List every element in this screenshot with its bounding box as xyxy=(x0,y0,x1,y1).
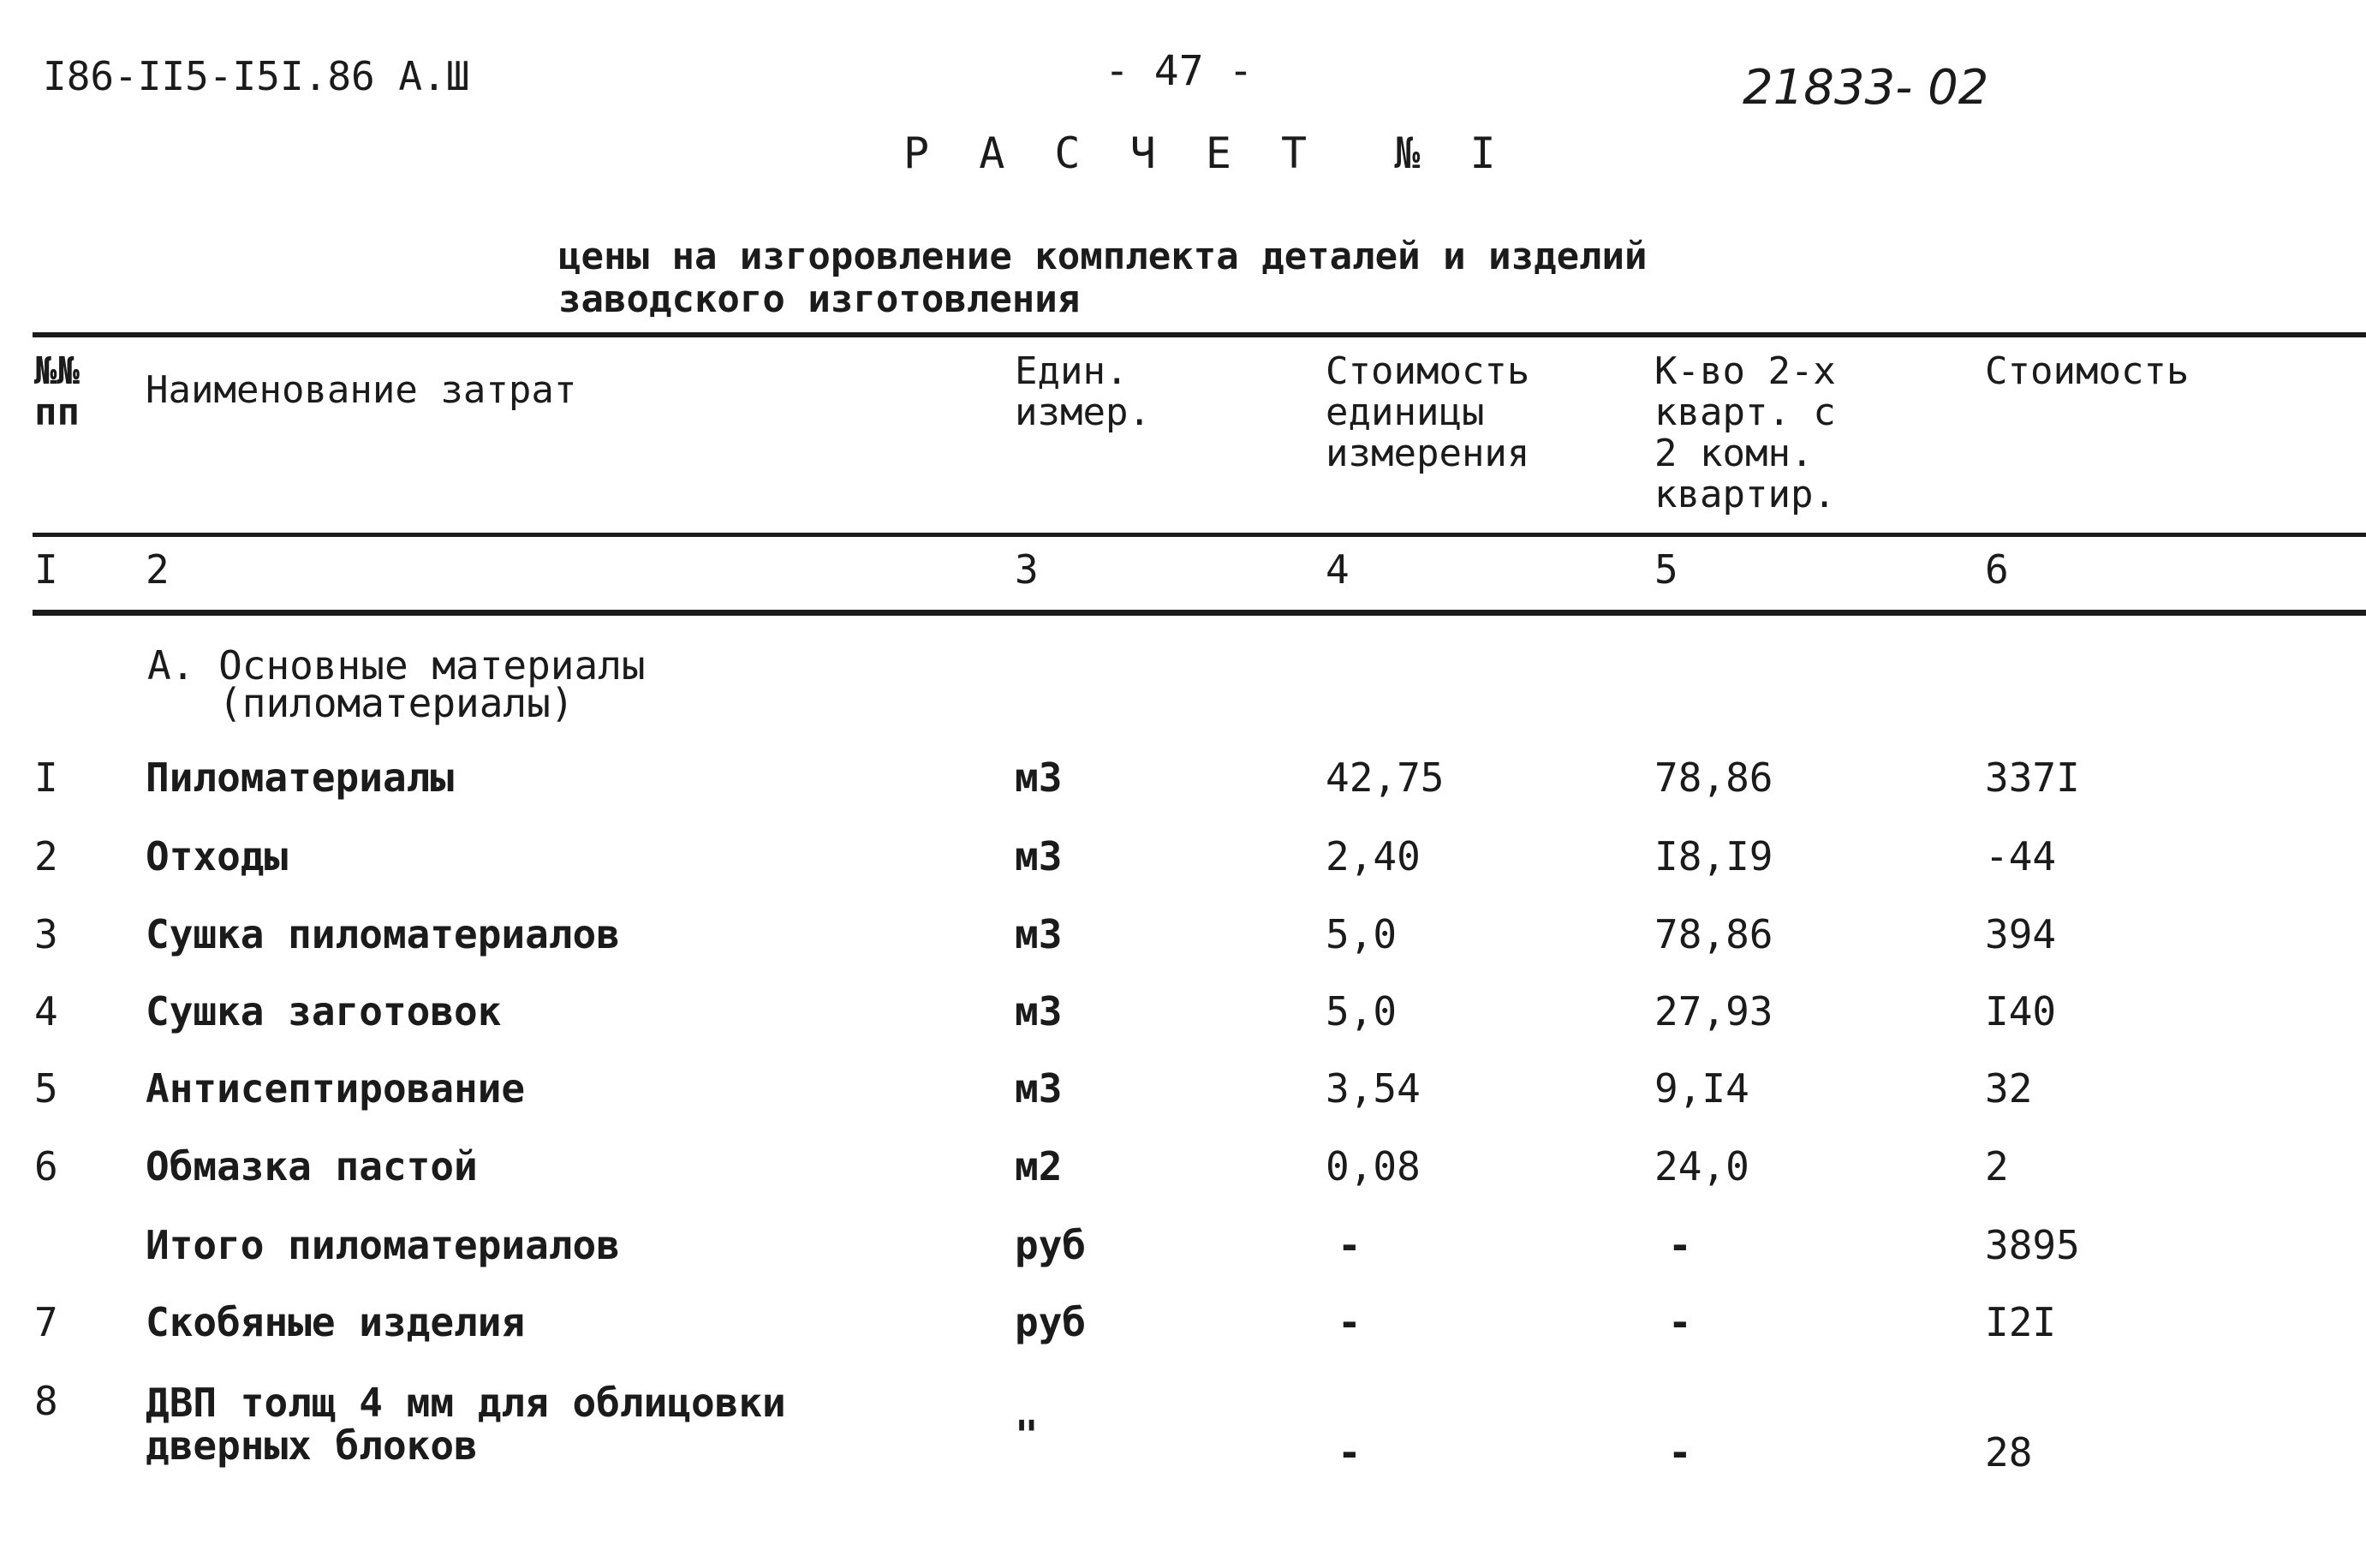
section-title: А. Основные материалы (пиломатериалы) xyxy=(147,642,646,726)
column-number-3: 3 xyxy=(1015,546,1039,593)
document-subtitle xyxy=(558,193,1648,321)
header-unit-cost: Стоимость единицы измерения xyxy=(1326,349,1530,475)
column-number-1: I xyxy=(34,546,58,593)
table-row xyxy=(0,1378,2366,1476)
row-unit: м3 xyxy=(1015,911,1063,957)
row-unit: руб xyxy=(1015,1222,1087,1268)
row-quantity: - xyxy=(1668,1429,1692,1476)
row-unit-cost: - xyxy=(1338,1429,1362,1476)
row-cost: I2I xyxy=(1985,1299,2057,1345)
table-row-subtotal xyxy=(0,1222,2366,1277)
row-name: Скобяные изделия xyxy=(146,1299,526,1345)
row-cost: 337I xyxy=(1985,754,2080,801)
row-unit: м3 xyxy=(1015,1065,1063,1112)
table-row xyxy=(0,988,2366,1043)
table-row xyxy=(0,1299,2366,1354)
header-quantity: К-во 2-х кварт. с 2 комн. квартир. xyxy=(1654,349,1836,516)
header-unit: Един. измер. xyxy=(1015,349,1151,434)
row-name: Сушка пиломатериалов xyxy=(146,911,620,957)
row-number: 7 xyxy=(34,1299,58,1345)
table-row xyxy=(0,1143,2366,1198)
row-quantity: 78,86 xyxy=(1654,911,1773,957)
header-number: №№ пп xyxy=(34,349,80,434)
row-number: 4 xyxy=(34,988,58,1034)
row-unit-cost: 5,0 xyxy=(1326,988,1398,1034)
row-quantity: 9,I4 xyxy=(1654,1065,1749,1112)
row-unit-cost: - xyxy=(1338,1222,1362,1268)
table-top-rule xyxy=(33,332,2366,337)
table-row xyxy=(0,1065,2366,1120)
row-name: ДВП толщ 4 мм для облицовки дверных блоков xyxy=(146,1380,786,1469)
row-unit-cost: 3,54 xyxy=(1326,1065,1421,1112)
row-number: I xyxy=(34,754,58,801)
row-quantity: - xyxy=(1668,1222,1692,1268)
column-number-5: 5 xyxy=(1654,546,1678,593)
row-unit: м2 xyxy=(1015,1143,1063,1189)
row-unit: м3 xyxy=(1015,754,1063,801)
row-unit: м3 xyxy=(1015,833,1063,879)
subtitle-line-1: цены на изгоровление комплекта деталей и изделий xyxy=(558,235,1648,278)
column-number-6: 6 xyxy=(1985,546,2009,593)
row-unit: " xyxy=(1015,1412,1039,1458)
row-name: Обмазка пастой xyxy=(146,1143,478,1189)
row-name: Итого пиломатериалов xyxy=(146,1222,620,1268)
row-unit-cost: 42,75 xyxy=(1326,754,1445,801)
row-number: 6 xyxy=(34,1143,58,1189)
row-number: 8 xyxy=(34,1378,58,1424)
row-quantity: - xyxy=(1668,1299,1692,1345)
row-cost: I40 xyxy=(1985,988,2057,1034)
page-number: - 47 - xyxy=(1105,47,1254,95)
document-title: Р А С Ч Е Т № I xyxy=(903,128,1508,178)
row-cost: 28 xyxy=(1985,1429,2033,1476)
row-cost: 2 xyxy=(1985,1143,2009,1189)
row-number: 3 xyxy=(34,911,58,957)
row-unit-cost: 2,40 xyxy=(1326,833,1421,879)
row-quantity: 27,93 xyxy=(1654,988,1773,1034)
header-cost: Стоимость xyxy=(1985,349,2190,393)
row-name: Отходы xyxy=(146,833,289,879)
row-quantity: 78,86 xyxy=(1654,754,1773,801)
row-number: 5 xyxy=(34,1065,58,1112)
row-cost: 394 xyxy=(1985,911,2057,957)
row-name: Сушка заготовок xyxy=(146,988,502,1034)
row-unit: м3 xyxy=(1015,988,1063,1034)
table-row xyxy=(0,911,2366,966)
row-unit-cost: 5,0 xyxy=(1326,911,1398,957)
row-unit-cost: 0,08 xyxy=(1326,1143,1421,1189)
header-divider-rule xyxy=(33,533,2366,537)
row-quantity: 24,0 xyxy=(1654,1143,1749,1189)
row-quantity: I8,I9 xyxy=(1654,833,1773,879)
header-cost-name: Наименование затрат xyxy=(146,368,577,412)
column-number-2: 2 xyxy=(146,546,170,593)
subtitle-line-2: заводского изготовления xyxy=(558,277,1081,321)
row-unit: руб xyxy=(1015,1299,1087,1345)
row-name: Антисептирование xyxy=(146,1065,526,1112)
column-number-4: 4 xyxy=(1326,546,1350,593)
row-number: 2 xyxy=(34,833,58,879)
table-row xyxy=(0,754,2366,809)
row-cost: 32 xyxy=(1985,1065,2033,1112)
table-row xyxy=(0,833,2366,888)
row-unit-cost: - xyxy=(1338,1299,1362,1345)
row-cost: 3895 xyxy=(1985,1222,2080,1268)
row-name: Пиломатериалы xyxy=(146,754,455,801)
row-cost: -44 xyxy=(1985,833,2057,879)
column-number-rule xyxy=(33,610,2366,616)
document-code: I86-II5-I5I.86 А.Ш xyxy=(43,53,470,99)
archive-number: 21833- 02 xyxy=(1743,60,1989,116)
